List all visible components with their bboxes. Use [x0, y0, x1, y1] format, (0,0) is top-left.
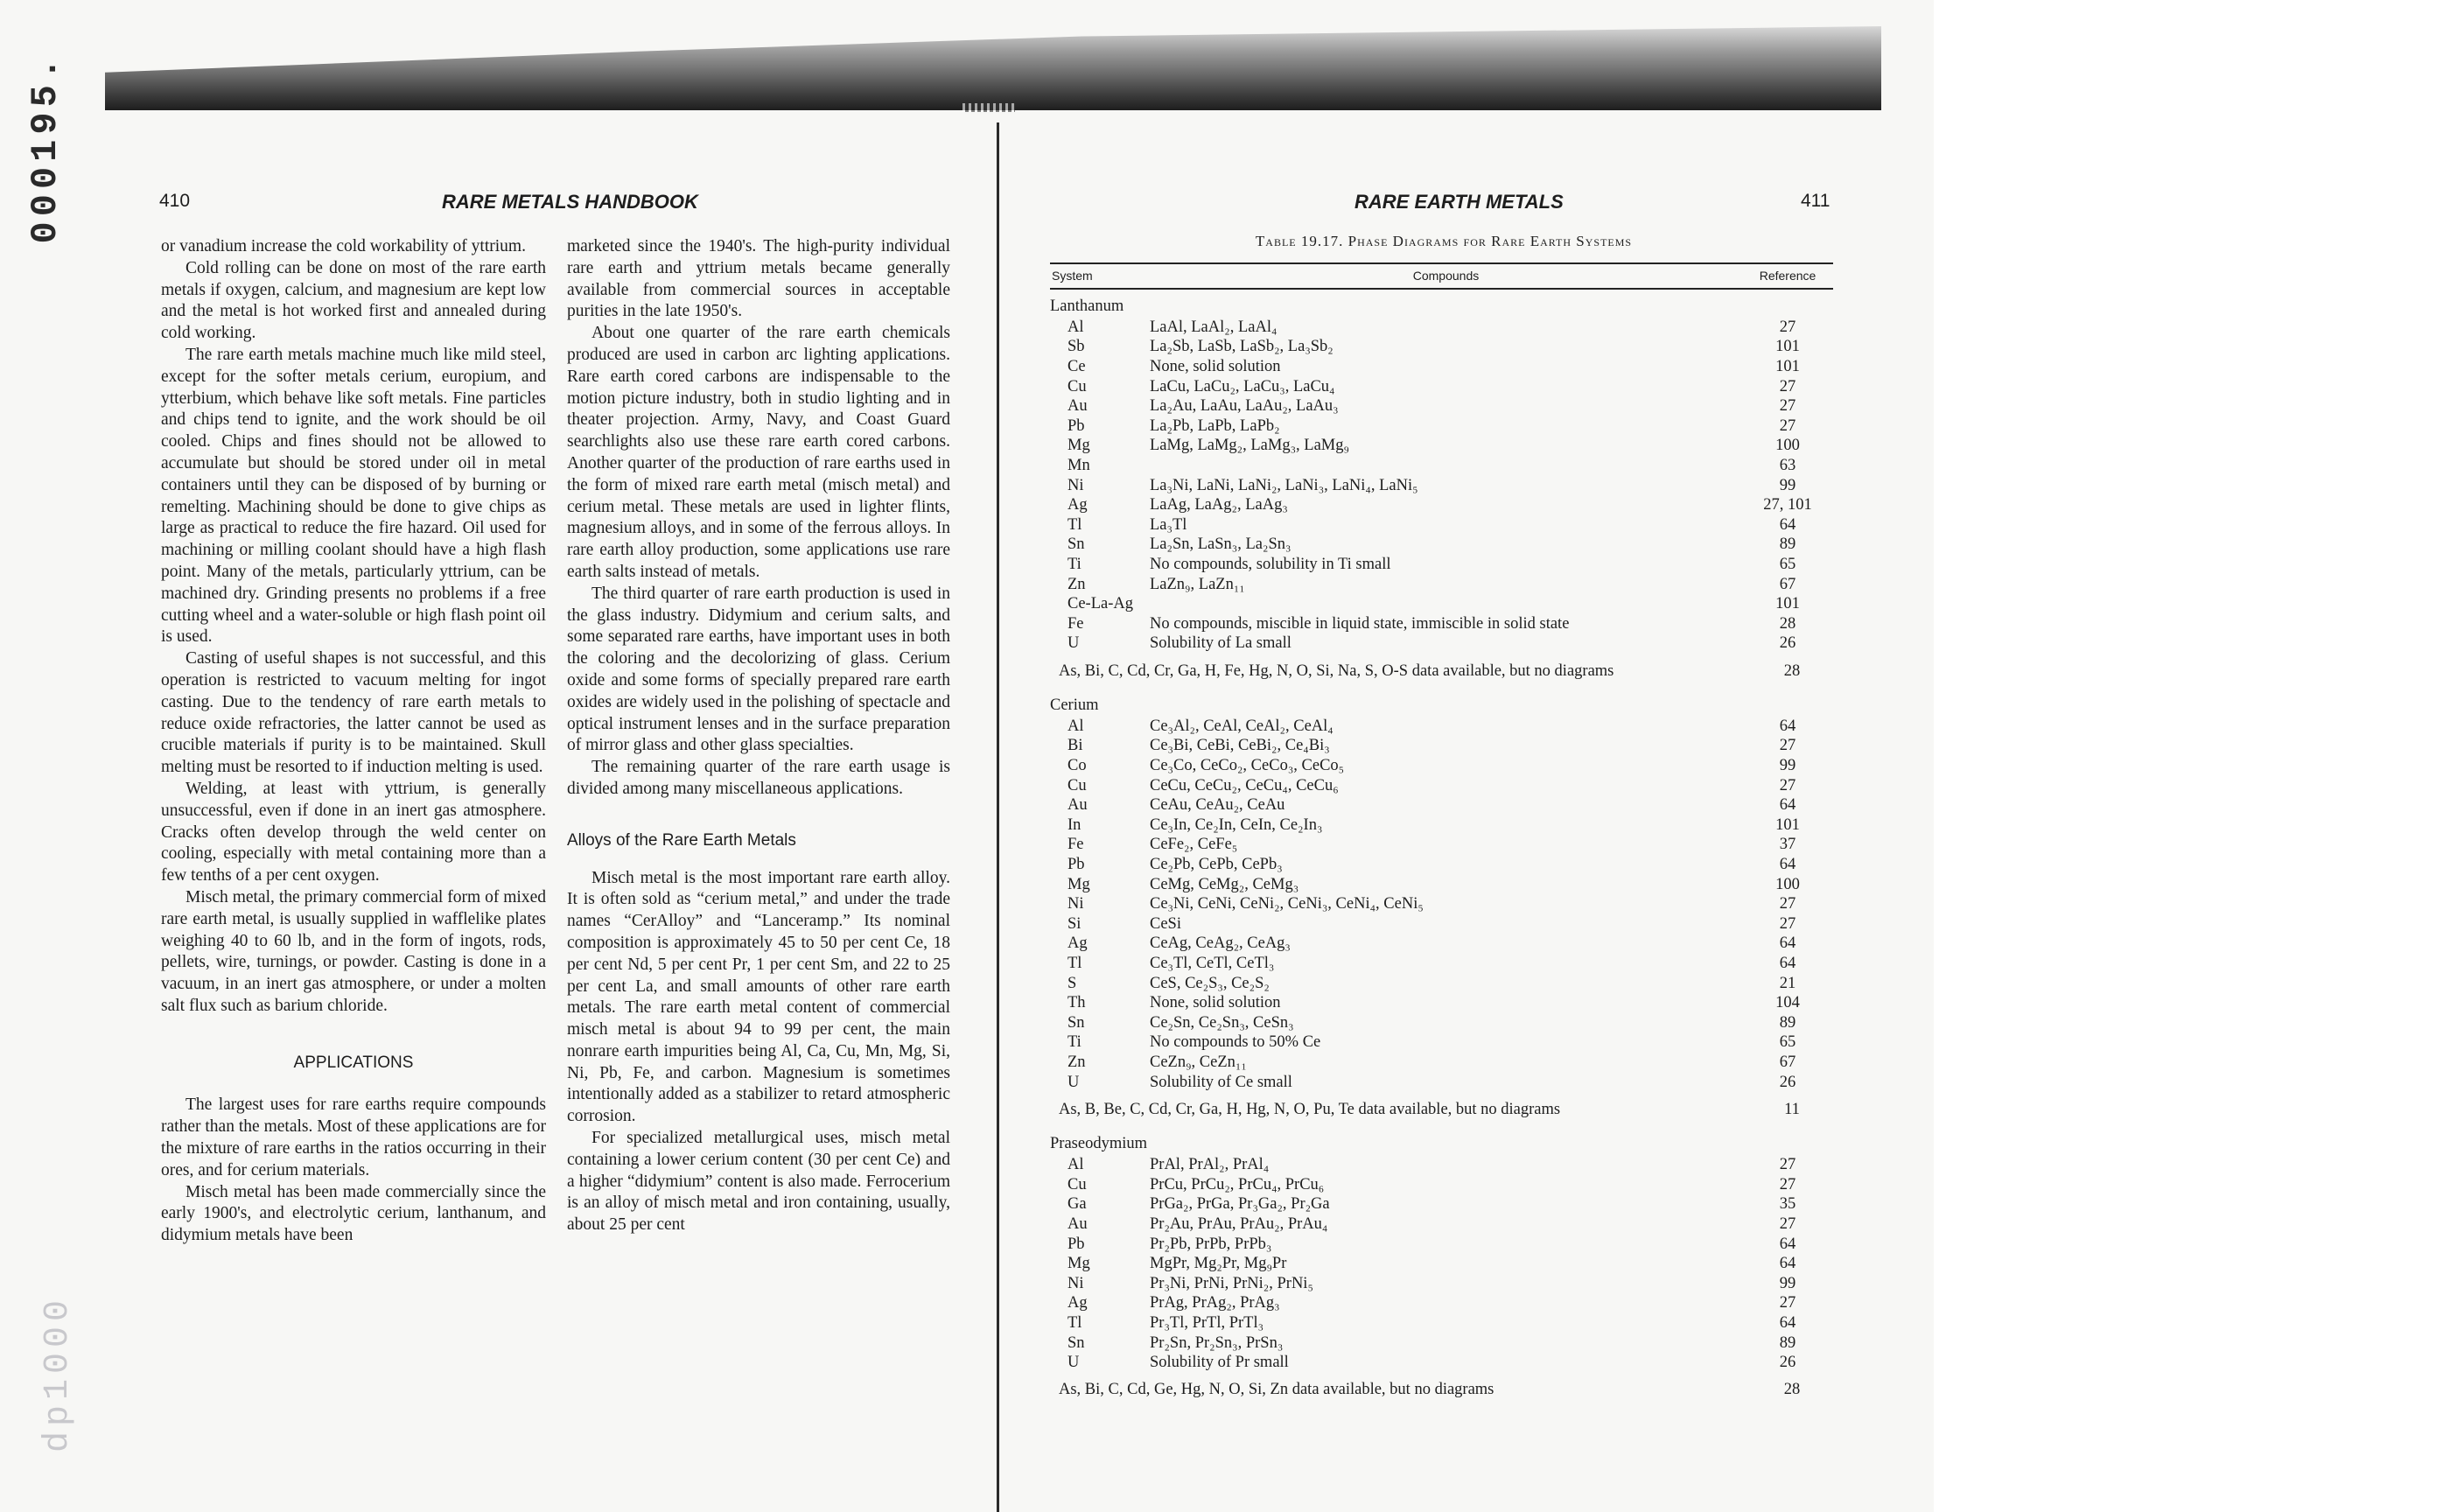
table-row: [1050, 737, 1833, 757]
left-column-1: [161, 236, 546, 1247]
compounds-cell: Ce₃Ni, CeNi, CeNi₂, CeNi₃, CeNi₄, CeNi₅: [1150, 895, 1424, 914]
reference-cell: 89: [1779, 536, 1796, 554]
note-cell: As, B, Be, C, Cd, Cr, Ga, H, Hg, N, O, Pu, Te data available, but no diagrams: [1059, 1100, 1561, 1118]
table-row: [1050, 875, 1833, 895]
system-cell: Ag: [1068, 1294, 1088, 1312]
reference-cell: 64: [1779, 796, 1796, 815]
reference-cell: 64: [1779, 717, 1796, 735]
reference-cell: 64: [1779, 1255, 1796, 1273]
reference-cell: 64: [1779, 955, 1796, 973]
compounds-cell: [1150, 456, 1742, 476]
reference-cell: 27: [1779, 1175, 1796, 1194]
system-cell: Zn: [1068, 575, 1086, 593]
compounds-cell: [1150, 594, 1742, 614]
paragraph: The rare earth metals machine much like mild steel, except for the softer metals cerium, europium, and ytterbium, which behave like soft metals. Fine particles and chips tend to ignite, and the work should be oil cooled. Chips and fines should not be allowed to accumulate but should be stored under oil in metal containers until they can be disposed of by burning or remelting. Machining should be done to give chips as large as practical to reduce the fire hazard. Oil used for machining or milling coolant should have a high flash point. Many of the metals, particularly yttrium, can be machined dry. Grinding presents no problems if a free cutting wheel and a water-soluble or high flash point oil is used.: [161, 345, 546, 647]
system-cell: Fe: [1068, 614, 1084, 633]
system-cell: Sb: [1068, 338, 1085, 356]
note-reference-cell: 28: [1783, 1381, 1801, 1399]
compounds-cell: PrCu, PrCu₂, PrCu₄, PrCu₆: [1150, 1175, 1325, 1194]
table-group-row: [1050, 289, 1833, 318]
reference-cell: 100: [1775, 875, 1800, 893]
system-cell: Fe: [1068, 836, 1084, 854]
compounds-cell: CeMg, CeMg₂, CeMg₃: [1150, 875, 1299, 893]
reference-cell: 26: [1779, 1073, 1796, 1091]
compounds-cell: La₂Pb, LaPb, LaPb₂: [1150, 416, 1280, 435]
compounds-cell: LaAg, LaAg₂, LaAg₃: [1150, 496, 1288, 514]
paragraph: marketed since the 1940's. The high-purity individual rare earth and yttrium metals became generally available from commercial sources in acceptable purities in the late 1950's.: [567, 237, 950, 321]
page-gutter-line: [997, 122, 999, 1512]
reference-cell: 27: [1779, 416, 1796, 435]
compounds-cell: Ce₃In, Ce₂In, CeIn, Ce₂In₃: [1150, 816, 1323, 834]
reference-cell: 37: [1779, 836, 1796, 854]
compounds-cell: La₃Tl: [1150, 515, 1187, 534]
system-cell: Al: [1068, 1156, 1084, 1174]
compounds-cell: CeSi: [1150, 914, 1181, 933]
paragraph: Cold rolling can be done on most of the rare earth metals if oxygen, calcium, and magnesium are kept low and the metal is hot worked first and annealed during cold working.: [161, 258, 546, 343]
page-number-left: 410: [159, 191, 191, 211]
reference-cell: 101: [1775, 816, 1800, 834]
system-cell: Ce-La-Ag: [1068, 595, 1133, 613]
table-row: [1050, 1254, 1833, 1274]
compounds-cell: Solubility of Pr small: [1150, 1354, 1289, 1372]
document-stamp-faint: dp1000: [38, 1295, 78, 1453]
table-row: [1050, 836, 1833, 856]
document-stamp-number: 000195.: [24, 52, 66, 244]
table-row: [1050, 855, 1833, 875]
system-cell: In: [1068, 816, 1082, 834]
reference-cell: 27: [1779, 776, 1796, 794]
system-cell: Pb: [1068, 1235, 1085, 1253]
reference-cell: 27: [1779, 914, 1796, 933]
reference-cell: 101: [1775, 357, 1800, 375]
reference-cell: 101: [1775, 595, 1800, 613]
table-row: [1050, 396, 1833, 416]
reference-cell: 27: [1779, 895, 1796, 914]
table-row: [1050, 614, 1833, 634]
reference-cell: 89: [1779, 1013, 1796, 1032]
reference-cell: 104: [1775, 994, 1800, 1012]
reference-cell: 27: [1779, 1214, 1796, 1233]
paragraph: Welding, at least with yttrium, is generally unsuccessful, even if done in an inert gas atmosphere. Cracks often develop through the weld center on cooling, especially with metal containing more than a few tenths of a per cent oxygen.: [161, 779, 546, 886]
system-cell: Ni: [1068, 476, 1084, 494]
system-cell: Al: [1068, 318, 1084, 336]
system-cell: Si: [1068, 914, 1082, 933]
system-cell: Ga: [1068, 1195, 1087, 1214]
system-cell: Sn: [1068, 1334, 1085, 1352]
table-body: [1050, 289, 1833, 1408]
system-cell: Ni: [1068, 1274, 1084, 1292]
reference-cell: 100: [1775, 437, 1800, 455]
paragraph: Misch metal has been made commercially since the early 1900's, and electrolytic cerium, lanthanum, and didymium metals have been: [161, 1182, 546, 1245]
table-row: [1050, 515, 1833, 536]
system-cell: Pb: [1068, 856, 1085, 874]
paragraph: or vanadium increase the cold workability of yttrium.: [161, 237, 526, 256]
table-row: [1050, 357, 1833, 377]
table-row: [1050, 816, 1833, 836]
table-row: [1050, 795, 1833, 816]
paragraph: The remaining quarter of the rare earth usage is divided among many miscellaneous applications.: [567, 758, 950, 798]
reference-cell: 27: [1779, 318, 1796, 336]
table-row: [1050, 377, 1833, 397]
note-reference-cell: 11: [1784, 1100, 1800, 1118]
compounds-cell: Ce₃Al₂, CeAl, CeAl₂, CeAl₄: [1150, 717, 1334, 735]
blank-margin: [1934, 0, 2450, 1512]
compounds-cell: Pr₂Sn, Pr₂Sn₃, PrSn₃: [1150, 1334, 1284, 1352]
table-row: [1050, 894, 1833, 914]
table-row: [1050, 1175, 1833, 1195]
system-cell: Cu: [1068, 776, 1087, 794]
table-row: [1050, 476, 1833, 496]
note-cell: As, Bi, C, Cd, Cr, Ga, H, Fe, Hg, N, O, Si, Na, S, O-S data available, but no diagrams: [1059, 662, 1614, 680]
compounds-cell: No compounds, miscible in liquid state, immiscible in solid state: [1150, 614, 1570, 633]
compounds-cell: LaZn₉, LaZn₁₁: [1150, 575, 1245, 593]
compounds-cell: PrGa₂, PrGa, Pr₃Ga₂, Pr₂Ga: [1150, 1195, 1330, 1214]
compounds-cell: CeFe₂, CeFe₅: [1150, 836, 1238, 854]
reference-cell: 99: [1779, 1274, 1796, 1292]
system-cell: Co: [1068, 757, 1087, 775]
group-name: Lanthanum: [1050, 297, 1124, 315]
reference-cell: 27: [1779, 377, 1796, 396]
table-group-row: [1050, 1127, 1833, 1155]
table-row: [1050, 1313, 1833, 1334]
system-cell: Ag: [1068, 496, 1088, 514]
table-row: [1050, 993, 1833, 1013]
compounds-cell: CeCu, CeCu₂, CeCu₄, CeCu₆: [1150, 776, 1339, 794]
system-cell: U: [1068, 1354, 1080, 1372]
compounds-cell: LaMg, LaMg₂, LaMg₃, LaMg₉: [1150, 437, 1349, 455]
table-row: [1050, 575, 1833, 595]
system-cell: Sn: [1068, 536, 1085, 554]
paragraph: The largest uses for rare earths require compounds rather than the metals. Most of these applications are for the mixture of rare earths in the ratios occurring in their ores, and for cerium materials.: [161, 1096, 546, 1180]
table-row: [1050, 954, 1833, 974]
compounds-cell: Solubility of Ce small: [1150, 1073, 1292, 1091]
system-cell: Au: [1068, 796, 1088, 815]
table-row: [1050, 318, 1833, 338]
system-cell: Au: [1068, 397, 1088, 416]
table-note-row: [1050, 654, 1833, 689]
reference-cell: 27: [1779, 1294, 1796, 1312]
paragraph: The third quarter of rare earth production is used in the glass industry. Didymium and cerium salts, and some separated rare earths, have important uses in both the coloring and the decolorizing of glass. Cerium oxide and some forms of specially prepared rare earth oxides are widely used in the polishing of spectacle and optical instrument lenses and in the surface preparation of mirror glass and other glass specialties.: [567, 584, 950, 755]
reference-cell: 27: [1779, 1156, 1796, 1174]
table-row: [1050, 416, 1833, 437]
note-cell: As, Bi, C, Cd, Ge, Hg, N, O, Si, Zn data available, but no diagrams: [1059, 1381, 1494, 1399]
table-row: [1050, 914, 1833, 934]
system-cell: Pb: [1068, 416, 1085, 435]
table-row: [1050, 1155, 1833, 1175]
compounds-cell: None, solid solution: [1150, 357, 1281, 375]
system-cell: Th: [1068, 994, 1086, 1012]
table-row: [1050, 1334, 1833, 1354]
compounds-cell: LaAl, LaAl₂, LaAl₄: [1150, 318, 1278, 336]
table-row: [1050, 756, 1833, 776]
compounds-cell: None, solid solution: [1150, 994, 1281, 1012]
compounds-cell: La₂Au, LaAu, LaAu₂, LaAu₃: [1150, 397, 1339, 416]
running-head-right: RARE EARTH METALS: [1354, 191, 1564, 213]
reference-cell: 99: [1779, 476, 1796, 494]
table-group-row: [1050, 689, 1833, 717]
compounds-cell: La₃Ni, LaNi, LaNi₂, LaNi₃, LaNi₄, LaNi₅: [1150, 476, 1418, 494]
table-row: [1050, 1274, 1833, 1294]
reference-cell: 99: [1779, 757, 1796, 775]
system-cell: Cu: [1068, 377, 1087, 396]
table-row: [1050, 934, 1833, 955]
compounds-cell: No compounds to 50% Ce: [1150, 1033, 1321, 1052]
compounds-cell: Pr₃Tl, PrTl, PrTl₃: [1150, 1313, 1264, 1332]
table-row: [1050, 1235, 1833, 1255]
paragraph: Casting of useful shapes is not successful, and this operation is restricted to vacuum melting for ingot casting. Due to the tendency of rare earth metals to reduce oxide refractories, the latter cannot be used as crucible materials if purity is to be maintained. Skull melting must be resorted to if induction melting is used.: [161, 649, 546, 777]
reference-cell: 28: [1779, 614, 1796, 633]
reference-cell: 67: [1779, 575, 1796, 593]
table-row: [1050, 456, 1833, 476]
reference-cell: 63: [1779, 456, 1796, 474]
page-number-right: 411: [1801, 191, 1830, 211]
paragraph: For specialized metallurgical uses, misch metal containing a lower cerium content (30 per cent Ce) and a higher “didymium” content is also made. Ferrocerium is an alloy of misch metal and iron containing, usually, about 25 per cent: [567, 1129, 950, 1235]
compounds-cell: CeAg, CeAg₂, CeAg₃: [1150, 934, 1291, 953]
compounds-cell: MgPr, Mg₂Pr, Mg₉Pr: [1150, 1255, 1287, 1273]
table-caption: Table 19.17. Phase Diagrams for Rare Earth Systems: [1255, 233, 1633, 249]
system-cell: Mn: [1068, 456, 1090, 474]
reference-cell: 27: [1779, 737, 1796, 755]
reference-cell: 64: [1779, 856, 1796, 874]
section-heading-alloys: Alloys of the Rare Earth Metals: [567, 830, 796, 850]
reference-cell: 27: [1779, 397, 1796, 416]
table-row: [1050, 1294, 1833, 1314]
table-row: [1050, 594, 1833, 614]
table-row: [1050, 1353, 1833, 1373]
compounds-cell: Ce₂Sn, Ce₂Sn₃, CeSn₃: [1150, 1013, 1294, 1032]
reference-cell: 65: [1779, 555, 1796, 573]
reference-cell: 64: [1779, 515, 1796, 534]
system-cell: Cu: [1068, 1175, 1087, 1194]
column-header-reference: Reference: [1742, 263, 1833, 289]
compounds-cell: CeAu, CeAu₂, CeAu: [1150, 796, 1285, 815]
table-row: [1050, 776, 1833, 796]
compounds-cell: CeZn₉, CeZn₁₁: [1150, 1053, 1247, 1071]
paragraph: Misch metal, the primary commercial form of mixed rare earth metal, is usually supplied in wafflelike plates weighing 40 to 60 lb, and in the form of ingots, rods, pellets, wire, turnings, or powder. Casting is done in a vacuum, in an inert gas atmosphere, or under a molten salt flux such as barium chloride.: [161, 887, 546, 1015]
table-header-row: [1050, 263, 1833, 289]
system-cell: Ce: [1068, 357, 1086, 375]
group-name: Cerium: [1050, 696, 1099, 714]
reference-cell: 27, 101: [1763, 496, 1812, 514]
left-column-2: [567, 236, 950, 1236]
compounds-cell: PrAl, PrAl₂, PrAl₄: [1150, 1156, 1270, 1174]
system-cell: U: [1068, 1073, 1080, 1091]
reference-cell: 64: [1779, 934, 1796, 953]
column-header-compounds: Compounds: [1150, 263, 1742, 289]
compounds-cell: La₂Sn, LaSn₃, La₂Sn₃: [1150, 536, 1292, 554]
reference-cell: 89: [1779, 1334, 1796, 1352]
compounds-cell: Ce₂Pb, CePb, CePb₃: [1150, 856, 1283, 874]
compounds-cell: CeS, Ce₂S₃, Ce₂S₂: [1150, 974, 1270, 992]
system-cell: Al: [1068, 717, 1084, 735]
compounds-cell: La₂Sb, LaSb, LaSb₂, La₃Sb₂: [1150, 338, 1334, 356]
table-row: [1050, 1013, 1833, 1033]
reference-cell: 35: [1779, 1195, 1796, 1214]
compounds-cell: Ce₃Bi, CeBi, CeBi₂, Ce₄Bi₃: [1150, 737, 1330, 755]
compounds-cell: LaCu, LaCu₂, LaCu₃, LaCu₄: [1150, 377, 1335, 396]
system-cell: Mg: [1068, 437, 1090, 455]
table-row: [1050, 555, 1833, 575]
system-cell: Au: [1068, 1214, 1088, 1233]
table-row: [1050, 536, 1833, 556]
table-note-row: [1050, 1092, 1833, 1127]
system-cell: S: [1068, 974, 1077, 992]
system-cell: Tl: [1068, 515, 1082, 534]
paragraph: Misch metal is the most important rare earth alloy. It is often sold as “cerium metal,” and under the trade names “CerAlloy” and “Lanceramp.” Its nominal composition is approximately 45 to 50 per cent Ce, 18 per cent Nd, 5 per cent Pr, 1 per cent Sm, and 22 to 25 per cent La, and small amounts of other rare earth metals. The rare earth metal content of commercial misch metal is about 94 to 99 per cent, the main nonrare earth impurities being Al, Ca, Cu, Mn, Mg, Si, Ni, Pb, Fe, and carbon. Magnesium is sometimes intentionally added as a stabilizer to retard atmospheric corrosion.: [567, 868, 950, 1126]
table-row: [1050, 1073, 1833, 1093]
system-cell: U: [1068, 634, 1080, 653]
table-row: [1050, 1053, 1833, 1073]
compounds-cell: Ce₃Tl, CeTl, CeTl₃: [1150, 955, 1275, 973]
system-cell: Bi: [1068, 737, 1083, 755]
system-cell: Ti: [1068, 555, 1082, 573]
phase-diagram-table: [1050, 262, 1833, 1408]
table-row: [1050, 634, 1833, 654]
binding-stitching: [962, 103, 1015, 112]
system-cell: Tl: [1068, 955, 1082, 973]
table-row: [1050, 1195, 1833, 1215]
system-cell: Sn: [1068, 1013, 1085, 1032]
table-row: [1050, 1033, 1833, 1054]
system-cell: Mg: [1068, 1255, 1090, 1273]
system-cell: Tl: [1068, 1313, 1082, 1332]
compounds-cell: Pr₂Au, PrAu, PrAu₂, PrAu₄: [1150, 1214, 1328, 1233]
reference-cell: 65: [1779, 1033, 1796, 1052]
paragraph: About one quarter of the rare earth chemicals produced are used in carbon arc lighting applications. Rare earth cored carbons are indispensable to the motion picture industry, both in studio lighting and in theater projection. Army, Navy, and Coast Guard searchlights also use these rare earth cored carbons. Another quarter of the production of rare earths used in the form of mixed rare earth metal (misch metal) and cerium metal. These metals are used in lighter flints, magnesium alloys, and in some of the ferrous alloys. In rare earth alloy production, some applications use rare earth salts instead of metals.: [567, 324, 950, 581]
table-row: [1050, 974, 1833, 994]
reference-cell: 64: [1779, 1235, 1796, 1253]
table-note-row: [1050, 1373, 1833, 1408]
reference-cell: 101: [1775, 338, 1800, 356]
reference-cell: 26: [1779, 1354, 1796, 1372]
note-reference-cell: 28: [1783, 662, 1801, 680]
group-name: Praseodymium: [1050, 1134, 1147, 1152]
section-heading-applications: APPLICATIONS: [293, 1053, 414, 1072]
compounds-cell: PrAg, PrAg₂, PrAg₃: [1150, 1294, 1280, 1312]
system-cell: Mg: [1068, 875, 1090, 893]
compounds-cell: Pr₂Pb, PrPb, PrPb₃: [1150, 1235, 1272, 1253]
running-head-left: RARE METALS HANDBOOK: [442, 191, 698, 213]
reference-cell: 21: [1779, 974, 1796, 992]
system-cell: Ni: [1068, 895, 1084, 914]
column-header-system: System: [1050, 263, 1150, 289]
system-cell: Zn: [1068, 1053, 1086, 1071]
table-row: [1050, 717, 1833, 737]
reference-cell: 26: [1779, 634, 1796, 653]
table-row: [1050, 495, 1833, 515]
reference-cell: 64: [1779, 1313, 1796, 1332]
compounds-cell: Pr₃Ni, PrNi, PrNi₂, PrNi₅: [1150, 1274, 1313, 1292]
compounds-cell: No compounds, solubility in Ti small: [1150, 555, 1391, 573]
compounds-cell: Ce₃Co, CeCo₂, CeCo₃, CeCo₅: [1150, 757, 1345, 775]
table-row: [1050, 338, 1833, 358]
system-cell: Ag: [1068, 934, 1088, 953]
table-row: [1050, 1214, 1833, 1235]
reference-cell: 67: [1779, 1053, 1796, 1071]
table-row: [1050, 437, 1833, 457]
compounds-cell: Solubility of La small: [1150, 634, 1292, 653]
system-cell: Ti: [1068, 1033, 1082, 1052]
